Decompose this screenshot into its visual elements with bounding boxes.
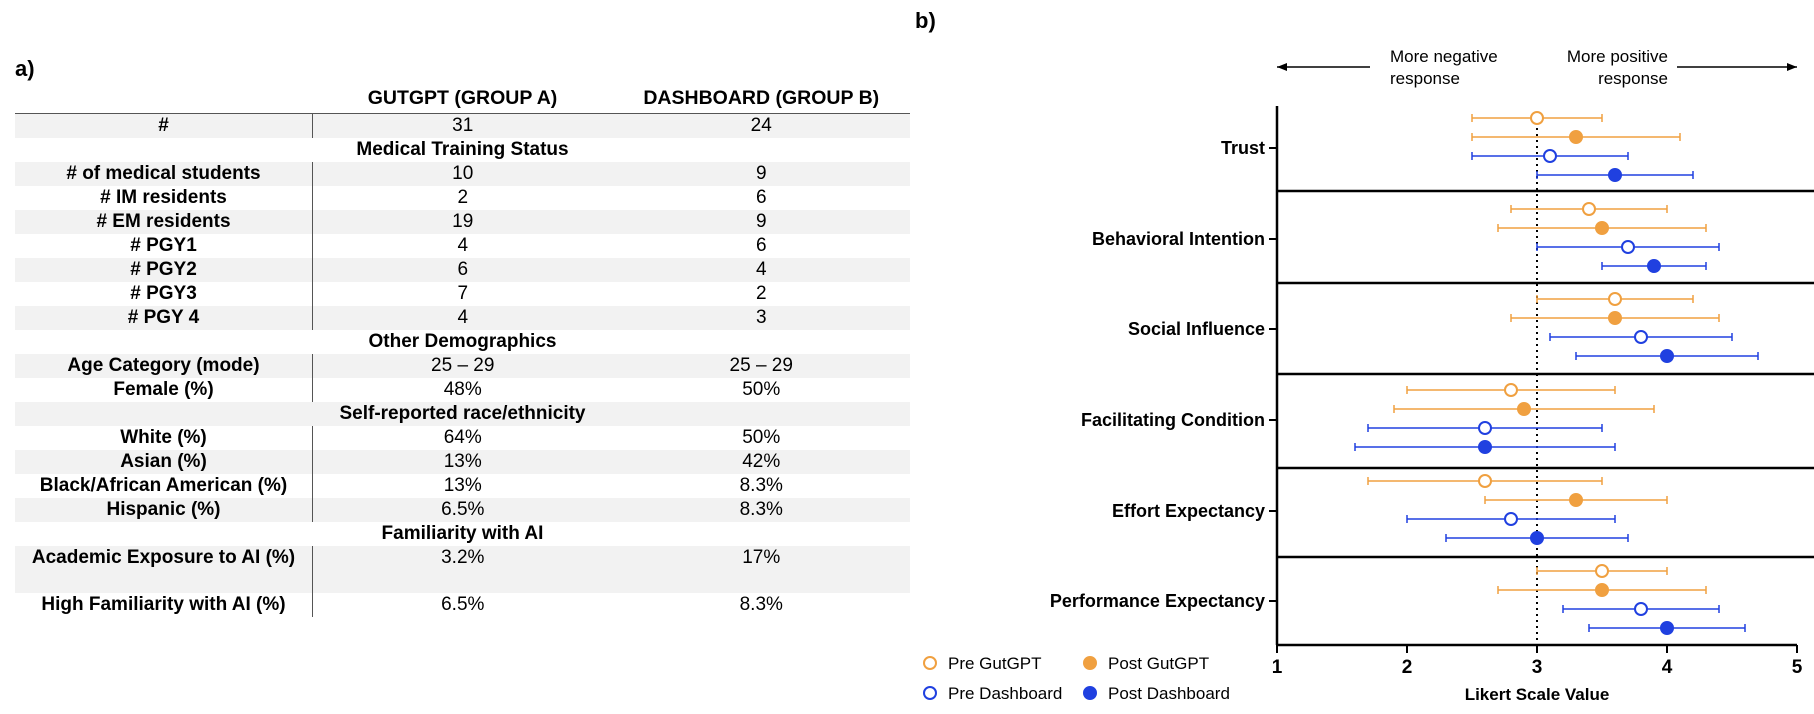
group-a-value: 10 (313, 162, 613, 186)
row-label: Asian (%) (15, 450, 313, 474)
data-point (1596, 222, 1608, 234)
group-b-value: 9 (613, 210, 911, 234)
table-row (15, 210, 910, 234)
row-label: Black/African American (%) (15, 474, 313, 498)
data-point (1596, 584, 1608, 596)
data-point (1661, 350, 1673, 362)
section-heading: Self-reported race/ethnicity (15, 402, 910, 426)
category-label: Trust (1220, 138, 1265, 158)
table-header-row (15, 85, 910, 114)
row-label: # PGY3 (15, 282, 313, 306)
section-heading: Other Demographics (368, 331, 557, 352)
data-point (1661, 622, 1673, 634)
table-row (15, 114, 910, 139)
table-row (15, 546, 910, 593)
data-point (1596, 565, 1608, 577)
forest-plot (910, 0, 1814, 714)
group-a-value: 13% (313, 450, 613, 474)
group-a-value: 19 (313, 210, 613, 234)
group-b-value: 6 (755, 187, 767, 208)
category-label: Effort Expectancy (1111, 501, 1265, 521)
data-point (1531, 112, 1543, 124)
legend-marker (924, 657, 936, 669)
row-label: # EM residents (15, 210, 313, 234)
group-b-value: 2 (755, 283, 767, 304)
x-tick-label: 4 (1661, 657, 1673, 678)
data-point (1505, 384, 1517, 396)
panel-b-label: b) (915, 8, 936, 33)
table-section-row (15, 138, 910, 162)
data-point (1505, 513, 1517, 525)
group-a-value: 4 (457, 235, 469, 256)
data-point (1609, 312, 1621, 324)
data-point (1479, 422, 1491, 434)
row-label: Hispanic (%) (15, 498, 313, 522)
section-heading: Medical Training Status (356, 139, 569, 160)
legend-label: Pre GutGPT (948, 654, 1042, 673)
group-b-value: 25 – 29 (613, 354, 911, 378)
positive-annotation-line1: More positive (1566, 47, 1668, 66)
table-body (15, 114, 910, 618)
group-a-value: 4 (313, 306, 613, 330)
group-b-value: 42% (613, 450, 911, 474)
category-label: Behavioral Intention (1091, 229, 1265, 249)
group-b-value: 8.3% (739, 594, 783, 615)
row-label: # IM residents (15, 186, 313, 210)
table-section-row (15, 402, 910, 426)
table-row (15, 186, 910, 210)
data-point (1518, 403, 1530, 415)
group-b-value: 50% (742, 379, 781, 400)
data-point (1479, 475, 1491, 487)
header-group-a: GUTGPT (GROUP A) (313, 85, 613, 114)
legend-marker (1084, 687, 1096, 699)
data-point (1622, 241, 1634, 253)
legend-label: Post GutGPT (1108, 654, 1210, 673)
category-label: Facilitating Condition (1081, 410, 1265, 430)
left-arrow-head-icon (1277, 63, 1287, 71)
data-point (1479, 441, 1491, 453)
data-point (1635, 603, 1647, 615)
table-row (15, 450, 910, 474)
table-section-row (15, 330, 910, 354)
group-b-value: 8.3% (613, 498, 911, 522)
table-row (15, 234, 910, 258)
row-label: Female (%) (15, 378, 313, 402)
positive-annotation-line2: response (1598, 69, 1668, 88)
table-row (15, 354, 910, 378)
data-point (1570, 494, 1582, 506)
group-a-value: 13% (443, 475, 482, 496)
group-a-value: 6.5% (313, 498, 613, 522)
legend-marker (1084, 657, 1096, 669)
demographics-table-container (15, 85, 910, 617)
category-label: Performance Expectancy (1049, 591, 1265, 611)
data-point (1544, 150, 1556, 162)
table-row (15, 474, 910, 498)
x-tick-label: 3 (1531, 657, 1543, 678)
demographics-table (15, 85, 910, 617)
row-label: # PGY2 (15, 258, 313, 282)
table-row (15, 258, 910, 282)
group-b-value: 50% (742, 427, 781, 448)
row-label: Age Category (mode) (15, 354, 313, 378)
negative-annotation-line2: response (1390, 69, 1460, 88)
category-label: Social Influence (1127, 319, 1265, 339)
row-label: # PGY 4 (15, 306, 313, 330)
group-b-value: 9 (613, 162, 911, 186)
table-row (15, 306, 910, 330)
group-b-value: 8.3% (739, 475, 783, 496)
data-point (1570, 131, 1582, 143)
group-a-value: 3.2% (313, 546, 613, 593)
group-a-value: 31 (313, 114, 613, 139)
table-row (15, 593, 910, 617)
group-b-value: 3 (613, 306, 911, 330)
right-arrow-head-icon (1787, 63, 1797, 71)
group-a-value: 48% (443, 379, 482, 400)
group-a-value: 64% (443, 427, 482, 448)
group-b-value: 17% (613, 546, 911, 593)
table-section-row (15, 522, 910, 546)
section-heading: Familiarity with AI (381, 523, 544, 544)
data-point (1531, 532, 1543, 544)
panel-a-label: a) (15, 56, 35, 81)
legend-marker (924, 687, 936, 699)
x-tick-label: 5 (1791, 657, 1803, 678)
table-row (15, 498, 910, 522)
row-label: High Familiarity with AI (%) (15, 593, 313, 617)
data-point (1609, 169, 1621, 181)
row-label: White (%) (15, 426, 313, 450)
x-axis-label: Likert Scale Value (1464, 685, 1610, 704)
group-b-value: 6 (755, 235, 767, 256)
x-tick-label: 2 (1401, 657, 1413, 678)
row-label: # (15, 114, 313, 139)
group-a-value: 25 – 29 (313, 354, 613, 378)
negative-annotation-line1: More negative (1390, 47, 1498, 66)
group-a-value: 2 (457, 187, 469, 208)
data-point (1583, 203, 1595, 215)
data-point (1648, 260, 1660, 272)
group-a-value: 7 (457, 283, 469, 304)
group-b-value: 24 (613, 114, 911, 139)
row-label: # PGY1 (15, 234, 313, 258)
header-blank (15, 85, 313, 114)
header-group-b: DASHBOARD (GROUP B) (613, 85, 911, 114)
group-a-value: 6.5% (441, 594, 485, 615)
row-label: # of medical students (15, 162, 313, 186)
group-a-value: 6 (313, 258, 613, 282)
legend-label: Pre Dashboard (948, 684, 1063, 703)
group-b-value: 4 (613, 258, 911, 282)
data-point (1609, 293, 1621, 305)
data-point (1635, 331, 1647, 343)
x-tick-label: 1 (1271, 657, 1283, 678)
row-label: Academic Exposure to AI (%) (15, 546, 313, 593)
table-row (15, 378, 910, 402)
legend-label: Post Dashboard (1108, 684, 1230, 703)
table-row (15, 426, 910, 450)
table-row (15, 162, 910, 186)
table-row (15, 282, 910, 306)
